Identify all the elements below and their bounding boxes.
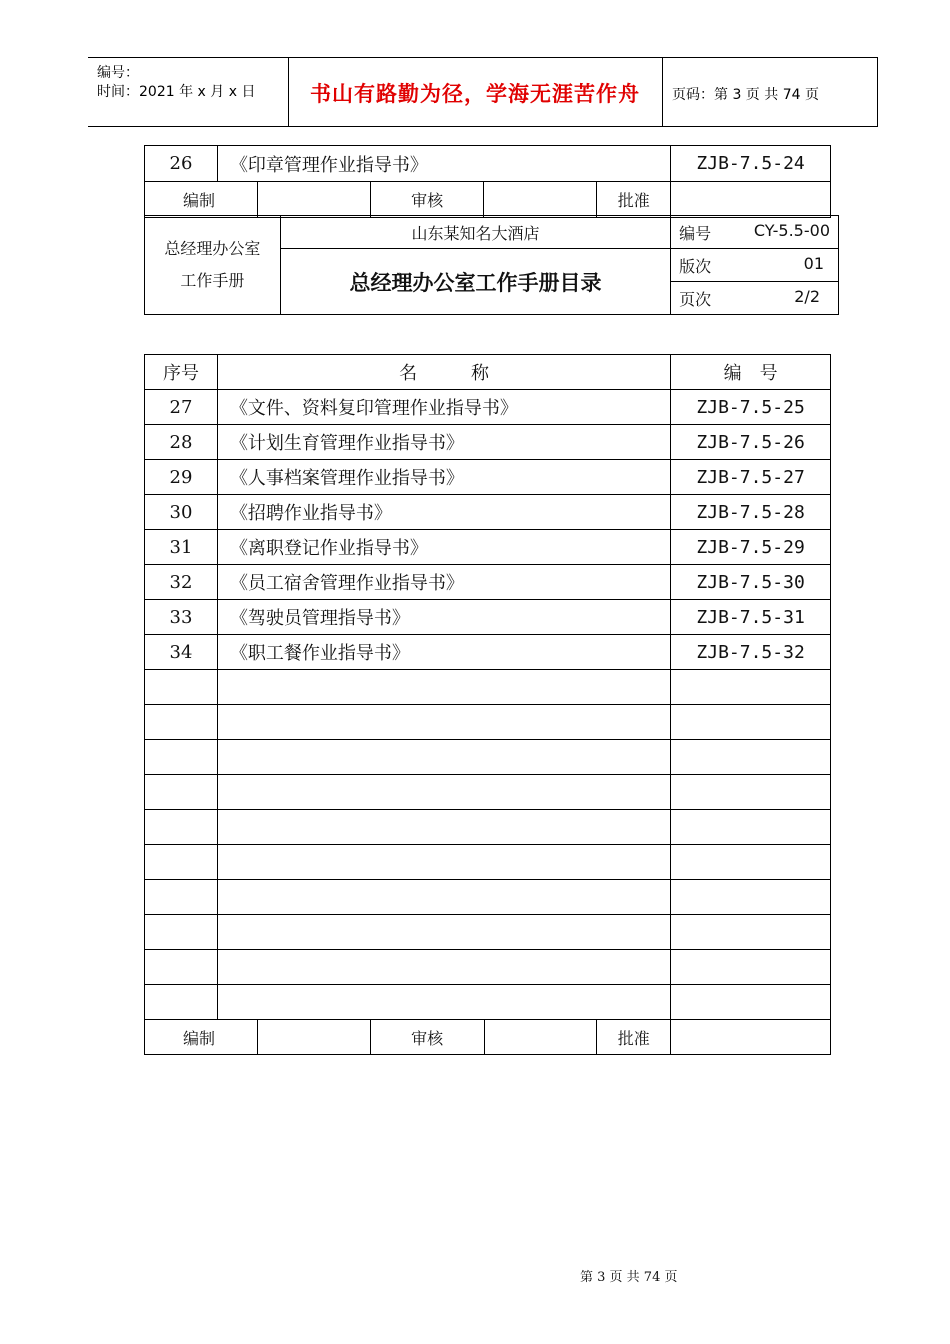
- empty-cell[interactable]: [671, 880, 831, 915]
- empty-cell[interactable]: [217, 705, 670, 740]
- edition-cell: [671, 249, 839, 282]
- sign-row: [145, 1020, 831, 1055]
- empty-cell[interactable]: [671, 740, 831, 775]
- row-name: 《离职登记作业指导书》: [217, 530, 670, 565]
- approved-field[interactable]: [671, 182, 831, 218]
- row-number: 32: [145, 565, 218, 600]
- table-row: [145, 635, 831, 670]
- table-row: [145, 530, 831, 565]
- empty-row: [145, 775, 831, 810]
- empty-cell[interactable]: [217, 810, 670, 845]
- reviewed-field[interactable]: [484, 1020, 597, 1055]
- empty-cell[interactable]: [145, 775, 218, 810]
- row-number: 34: [145, 635, 218, 670]
- row-code: ZJB-7.5-29: [671, 530, 831, 565]
- doc-number-label: 编号：: [97, 65, 139, 81]
- continuation-table: [144, 145, 831, 218]
- prepared-field[interactable]: [257, 1020, 370, 1055]
- row-code: ZJB-7.5-30: [671, 565, 831, 600]
- empty-cell[interactable]: [671, 810, 831, 845]
- table-row: [145, 390, 831, 425]
- empty-cell[interactable]: [145, 880, 218, 915]
- page-value: 2/2: [794, 286, 820, 306]
- row-number: 29: [145, 460, 218, 495]
- empty-cell[interactable]: [671, 915, 831, 950]
- row-name: 《计划生育管理作业指导书》: [217, 425, 670, 460]
- empty-row: [145, 985, 831, 1020]
- row-code: ZJB-7.5-28: [671, 495, 831, 530]
- company-name: 山东某知名大酒店: [280, 216, 670, 249]
- table-row: [145, 495, 831, 530]
- empty-row: [145, 705, 831, 740]
- row-code: ZJB-7.5-27: [671, 460, 831, 495]
- header-code: 编 号: [671, 355, 831, 390]
- row-code: ZJB-7.5-24: [671, 146, 831, 182]
- empty-cell[interactable]: [217, 915, 670, 950]
- empty-cell[interactable]: [671, 705, 831, 740]
- empty-cell[interactable]: [671, 775, 831, 810]
- page-cell: [671, 282, 839, 315]
- reviewed-field[interactable]: [484, 182, 597, 218]
- empty-row: [145, 810, 831, 845]
- empty-row: [145, 950, 831, 985]
- empty-cell[interactable]: [217, 775, 670, 810]
- empty-cell[interactable]: [217, 845, 670, 880]
- empty-cell[interactable]: [217, 740, 670, 775]
- empty-cell[interactable]: [145, 810, 218, 845]
- list-table: [144, 354, 831, 1055]
- date-label: 时间：2021 年 x 月 x 日: [97, 84, 256, 100]
- empty-row: [145, 845, 831, 880]
- prepared-label: 编制: [145, 1020, 258, 1055]
- row-name: 《文件、资料复印管理作业指导书》: [217, 390, 670, 425]
- row-name: 《驾驶员管理指导书》: [217, 600, 670, 635]
- row-number: 31: [145, 530, 218, 565]
- row-number: 28: [145, 425, 218, 460]
- empty-cell[interactable]: [145, 740, 218, 775]
- row-code: ZJB-7.5-25: [671, 390, 831, 425]
- header-right-edge: [877, 57, 878, 127]
- approved-label: 批准: [597, 1020, 671, 1055]
- table-row: [145, 600, 831, 635]
- row-number: 27: [145, 390, 218, 425]
- reviewed-label: 审核: [370, 182, 484, 218]
- list-header-row: [145, 355, 831, 390]
- empty-cell[interactable]: [145, 845, 218, 880]
- empty-cell[interactable]: [217, 985, 670, 1020]
- empty-cell[interactable]: [671, 845, 831, 880]
- header-name: 名 称: [217, 355, 670, 390]
- row-name: 《印章管理作业指导书》: [217, 146, 670, 182]
- empty-row: [145, 880, 831, 915]
- prepared-field[interactable]: [257, 182, 370, 218]
- table-row: [145, 460, 831, 495]
- empty-cell[interactable]: [671, 950, 831, 985]
- table-row: [145, 425, 831, 460]
- row-name: 《员工宿舍管理作业指导书》: [217, 565, 670, 600]
- empty-cell[interactable]: [145, 670, 218, 705]
- approved-field[interactable]: [671, 1020, 831, 1055]
- department-line1: 总经理办公室: [164, 239, 261, 258]
- row-number: 26: [145, 146, 218, 182]
- page-info: 页码：第 3 页 共 74 页: [672, 87, 819, 103]
- empty-cell[interactable]: [217, 950, 670, 985]
- footer-page-number: 第 3 页 共 74 页: [580, 1270, 678, 1285]
- code-cell: [671, 216, 839, 249]
- sign-row: [145, 182, 831, 218]
- table-row: [145, 146, 831, 182]
- header-top-rule: [88, 57, 878, 58]
- code-value: CY-5.5-00: [753, 220, 830, 240]
- empty-cell[interactable]: [145, 705, 218, 740]
- empty-row: [145, 740, 831, 775]
- document-title: 总经理办公室工作手册目录: [280, 249, 670, 315]
- header-number: 序号: [145, 355, 218, 390]
- header-divider-right: [662, 57, 663, 127]
- empty-cell[interactable]: [217, 880, 670, 915]
- page-label: 页次: [679, 289, 712, 309]
- row-code: ZJB-7.5-26: [671, 425, 831, 460]
- empty-row: [145, 915, 831, 950]
- reviewed-label: 审核: [370, 1020, 484, 1055]
- empty-cell[interactable]: [145, 985, 218, 1020]
- prepared-label: 编制: [145, 182, 258, 218]
- form-header-table: [144, 215, 839, 315]
- approved-label: 批准: [597, 182, 671, 218]
- department-line2: 工作手册: [180, 271, 245, 290]
- row-code: ZJB-7.5-32: [671, 635, 831, 670]
- row-number: 33: [145, 600, 218, 635]
- empty-cell[interactable]: [671, 670, 831, 705]
- row-name: 《人事档案管理作业指导书》: [217, 460, 670, 495]
- empty-cell[interactable]: [145, 915, 218, 950]
- row-code: ZJB-7.5-31: [671, 600, 831, 635]
- motto-text: 书山有路勤为径，学海无涯苦作舟: [310, 82, 640, 106]
- row-name: 《职工餐作业指导书》: [217, 635, 670, 670]
- empty-cell[interactable]: [145, 950, 218, 985]
- edition-value: 01: [803, 253, 824, 273]
- edition-label: 版次: [679, 256, 712, 276]
- empty-cell[interactable]: [671, 985, 831, 1020]
- empty-row: [145, 670, 831, 705]
- code-label: 编号: [679, 223, 712, 243]
- department-cell: [145, 216, 281, 315]
- header-bottom-rule: [88, 126, 878, 127]
- row-name: 《招聘作业指导书》: [217, 495, 670, 530]
- empty-cell[interactable]: [217, 670, 670, 705]
- row-number: 30: [145, 495, 218, 530]
- table-row: [145, 565, 831, 600]
